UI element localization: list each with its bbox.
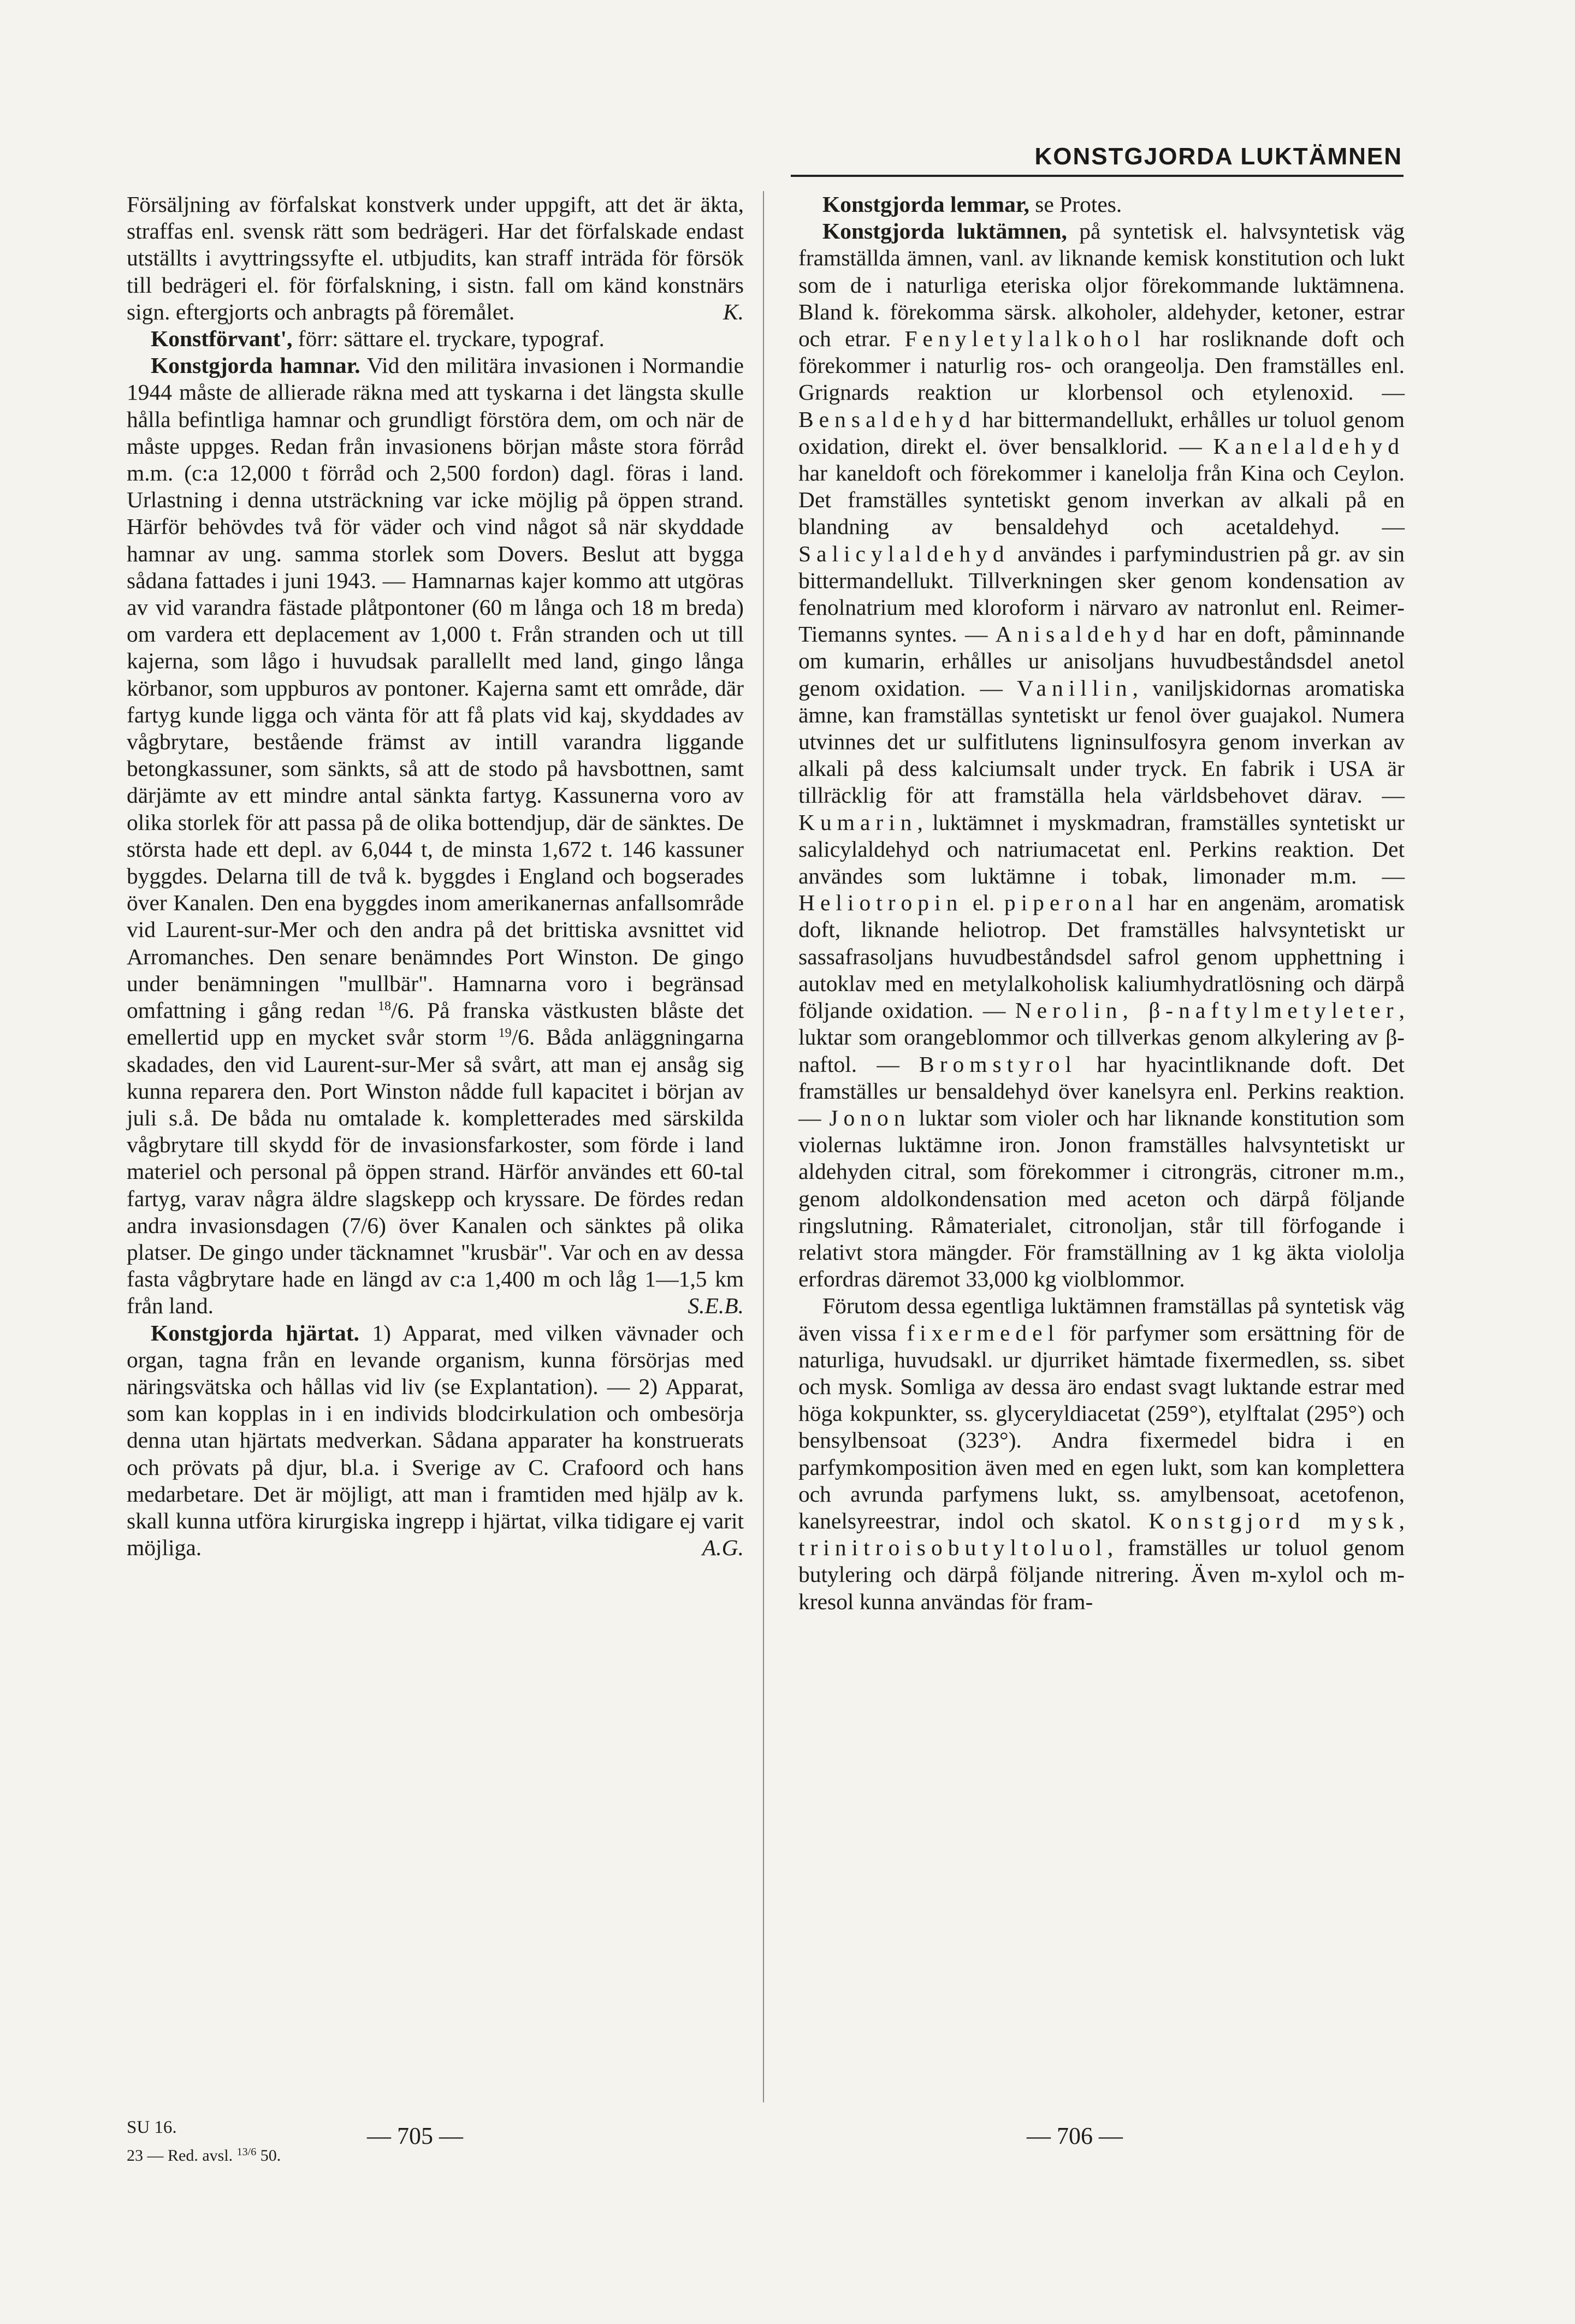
entry-text: el. (963, 890, 1004, 916)
author-signature: K. (723, 299, 744, 324)
right-column (798, 191, 1405, 1615)
spaced-term: Fenyletylalkohol (904, 326, 1146, 352)
page-number-left: — 705 — (367, 2123, 463, 2149)
author-signature: A.G. (702, 1535, 744, 1561)
spaced-term: Nerolin, β-naftylmetyleter (1015, 998, 1399, 1023)
running-head-rule (791, 175, 1404, 177)
paragraph-fixermedel (798, 1293, 1405, 1615)
entry-text: har bittermandellukt, erhålles ur toluol genom oxidation, direkt el. över bensalklorid. — (798, 406, 1405, 459)
entry-text: Förutom dessa egentliga luktämnen framställas på syntetisk väg även vissa (798, 1293, 1405, 1345)
date-fraction: 7/6 (350, 1212, 379, 1238)
entry-text: på syntetisk el. halvsyntetisk väg framställda ämnen, vanl. av liknande kemisk konstitution och lukt som de i naturliga eteriska oljor förekommande luktämnena. Bland k. förekomma särsk. alkoholer, aldehyder, ketoner, estrar och etrar. (798, 218, 1405, 352)
left-column (127, 191, 744, 1561)
print-note-suffix: 50. (256, 2147, 281, 2165)
column-divider (763, 191, 764, 2102)
headword: Konstgjorda hamnar. (151, 353, 360, 378)
entry-text: , vaniljskidornas aromatiska ämne, kan framställas syntetiskt ur fenol över guajakol. Numera utvinnes det ur sulfitlutens ligninsulfosyra genom inverkan av alkali på dess kalciumsalt under tryck. En fabrik i USA är tillräcklig för att framställa hela världsbehovet därav. — (798, 675, 1405, 808)
spaced-term: Anisaldehyd (995, 621, 1170, 647)
entry-text: se Protes. (1029, 192, 1122, 217)
entry-text: ) över Kanalen och sänktes på olika platser. De gingo under täcknamnet "krusbär". Var och en av dessa fasta vågbrytare hade en längd av c:a 1,400 m och låg 1—1,5 km från land. (127, 1212, 744, 1319)
spaced-term: Vanillin (1017, 675, 1133, 701)
entry-text: 1) Apparat, med vilken vävnader och organ, tagna från en levande organism, kunna försörjas med näringsvätska och hållas vid liv (se Explantation). — 2) Apparat, som kan kopplas in i en individs blodcirkulation och ombesörja denna utan hjärtats medverkan. Sådana apparater ha konstruerats och prövats på djur, bl.a. i Sverige av C. Crafoord och hans medarbetare. Det är möjligt, att man i framtiden med hjälp av k. skall kunna utföra kirurgiska ingrepp i hjärtat, vilka tidigare ej varit möjliga. (127, 1320, 744, 1561)
printer-signature-mark: SU 16. (127, 2118, 177, 2137)
author-signature: S.E.B. (688, 1293, 744, 1319)
headword: Konstgjorda hjärtat. (151, 1320, 359, 1345)
entry-konstgjorda-luktamnen (798, 218, 1405, 1293)
entry-text: , framställes ur toluol genom butylering och därpå följande nitrering. Även m-xylol och m-kresol kunna användas för fram- (798, 1535, 1405, 1614)
entry-text: Vid den militära invasionen i Normandie 1944 måste de allierade räkna med att tyskarna i det längsta skulle hålla befintliga hamnar och grundligt förstöra dem, om och när de måste uppges. Redan från invasionens början måste stora förråd m.m. (c:a 12,000 t förråd och 2,500 fordon) dagl. föras i land. Urlastning i denna utsträckning var icke möjlig på öppen strand. Härför behövdes två för väder och vind något så när skyddade hamnar av ung. samma storlek som Dovers. Beslut att bygga sådana fattades i juni 1943. — Hamnarnas kajer kommo att utgöras av vid varandra fästade plåtpontoner (60 m långa och 18 m breda) om vardera ett deplacement av 1,000 t. Från stranden och ut till kajerna, som lågo i huvudsak parallellt med land, gingo långa körbanor, som uppburos av pontoner. Kajerna samt ett område, där fartyg kunde ligga och vänta för att få plats vid kaj, skyddades av vågbrytare, bestående främst av intill varandra liggande betongkassuner, som sänkts, så att de stodo på havsbottnen, samt därjämte av ett mindre antal sänkta fartyg. Kassunerna voro av olika storlek för att passa på de olika bottendjup, där de sänktes. De största hade ett depl. av 6,044 t, de minsta 1,672 t. 146 kassuner byggdes. Delarna till de två k. byggdes i England och bogserades över Kanalen. Den ena byggdes inom amerikanernas anfallsområde vid Laurent-sur-Mer och den andra på det brittiska avsnittet vid Arromanches. Den senare benämndes Port Winston. De gingo under benämningen "mullbär". Hamnarna voro i begränsad omfattning i gång redan (127, 353, 744, 1023)
date-denominator: /6 (391, 998, 409, 1023)
entry-text: förr: sättare el. tryckare, typograf. (292, 326, 605, 352)
page-number-right: — 706 — (1027, 2123, 1123, 2149)
spaced-term: Kanelaldehyd (1213, 433, 1405, 459)
paragraph-text: Försäljning av förfalskat konstverk under uppgift, att det är äkta, straffas enl. svensk rätt som bedrägeri. Har det förfalskade endast utställts i avyttringssyfte el. utbjudits, kan straff inträda för försök till bedrägeri el. för förfalskning, i sistn. fall om känd konstnärs sign. eftergjorts och anbragts på föremålet. (127, 192, 744, 324)
spaced-term: Bensaldehyd (798, 406, 976, 432)
entry-text: har kaneldoft och förekommer i kanelolja från Kina och Ceylon. Det framställes syntetiskt genom inverkan av alkali på en blandning av bensaldehyd och acetaldehyd. — (798, 460, 1405, 540)
entry-text: har en doft, påminnande om kumarin, erhålles ur anisoljans huvudbeståndsdel anetol genom oxidation. — (798, 621, 1405, 701)
print-note (127, 2146, 281, 2165)
entry-text: har hyacintliknande doft. Det framställes ur bensaldehyd över kanelsyra enl. Perkins reaktion. — (798, 1051, 1405, 1130)
date-numerator: 19 (498, 1026, 512, 1041)
spaced-term: Bromstyrol (919, 1051, 1077, 1077)
entry-text: för parfymer som ersättning för de naturliga, huvudsakl. ur djurriket hämtade fixermedlen, ss. sibet och mysk. Somliga av dessa äro endast svagt luktande estrar med höga kokpunkter, ss. glyceryldiacetat (259°), etylftalat (295°) och bensylbensoat (323°). Andra fixermedel bidra i en parfymkomposition även med en egen lukt, som kan komplettera och avrunda parfymens lukt, ss. amylbensoat, acetofenon, kanelsyreestrar, indol och skatol. (798, 1320, 1405, 1533)
entry-text: har en angenäm, aromatisk doft, liknande heliotrop. Det framställes halvsyntetiskt ur sassafrasoljans huvudbeståndsdel safrol genom upphettning i autoklav med en metylalkoholisk kaliumhydratlösning och därpå följande oxidation. — (798, 890, 1405, 1023)
spaced-term: Kumarin (798, 809, 917, 835)
running-head: KONSTGJORDA LUKTÄMNEN (1034, 143, 1402, 170)
entry-konstgjorda-lemmar (798, 191, 1405, 218)
entry-text: användes i parfymindustrien på gr. av sin bittermandellukt. Tillverkningen sker genom kondensation av fenolnatrium med kloroform i närvaro av natronlut enl. Reimer-Tiemanns syntes. — (798, 541, 1405, 647)
entry-text: , luktar som orangeblommor och tillverkas genom alkylering av β-naftol. — (798, 998, 1405, 1077)
spaced-term: trinitroisobutyltoluol (798, 1535, 1108, 1561)
spaced-term: piperonal (1004, 890, 1139, 916)
entry-text: luktar som violer och har liknande konstitution som violernas luktämne iron. Jonon framställes halvsyntetiskt ur aldehyden citral, som förekommer i citrongräs, citroner m.m., genom aldolkondensation med aceton och därpå följande ringslutning. Råmaterialet, citronoljan, står till förfogande i relativt stora mängder. För framställning av 1 kg äkta viololja erfordras däremot 33,000 kg violblommor. (798, 1105, 1405, 1292)
print-note-date: 13/6 (236, 2146, 257, 2158)
spaced-term: fixermedel (907, 1320, 1060, 1345)
spaced-term: Konstgjord mysk (1148, 1508, 1399, 1533)
print-note-prefix: 23 — Red. avsl. (127, 2147, 237, 2165)
headword: Konstgjorda luktämnen, (822, 218, 1067, 244)
entry-text: har rosliknande doft och förekommer i naturlig ros- och orangeolja. Den framställes enl. Grignards reaktion ur klorbensol och etylenoxid. — (798, 326, 1405, 405)
entry-text: . På franska västkusten blåste det emellertid upp en mycket svår storm (127, 998, 744, 1050)
entry-text: . Båda anläggningarna skadades, den vid Laurent-sur-Mer så svårt, att man ej ansåg sig kunna reparera den. Port Winston nådde full kapacitet i början av juli s.å. De båda nu omtalade k. kompletterades med särskilda vågbrytare till skydd för de invasionsfarkoster, som förde i land materiel och personal på öppen strand. Härför användes ett 60-tal fartyg, varav några äldre slagskepp och kryssare. De fördes redan andra invasionsdagen ( (127, 1024, 744, 1238)
date-denominator: /6 (511, 1024, 529, 1050)
entry-text: , (1399, 1508, 1405, 1533)
entry-konstgjorda-hjartat (127, 1320, 744, 1562)
date-numerator: 18 (378, 999, 392, 1014)
spaced-term: Salicylaldehyd (798, 541, 1010, 566)
spaced-term: Heliotropin (798, 890, 963, 916)
entry-text: , luktämnet i myskmadran, framställes syntetiskt ur salicylaldehyd och natriumacetat enl. Perkins reaktion. Det användes som luktämne i tobak, limonader m.m. — (798, 809, 1405, 889)
entry-konstforfalskning-continued (127, 191, 744, 325)
headword: Konstgjorda lemmar, (822, 192, 1029, 217)
headword: Konstförvant', (151, 326, 293, 352)
entry-konstgjorda-hamnar (127, 352, 744, 1319)
entry-konstforvant (127, 325, 744, 352)
spaced-term: Jonon (829, 1105, 911, 1130)
